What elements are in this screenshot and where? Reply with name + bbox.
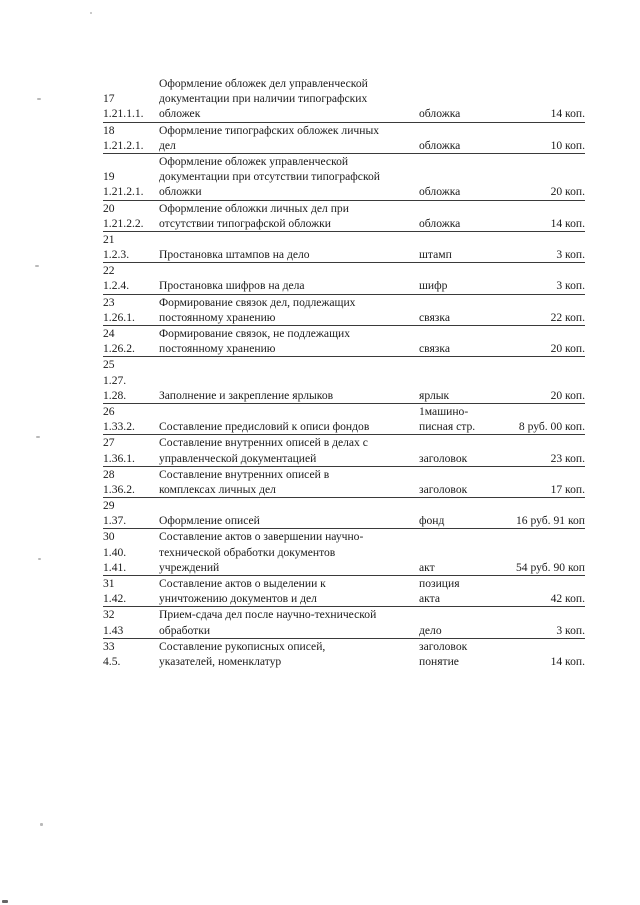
item-name-line: уничтожению документов и дел	[159, 592, 317, 606]
item-price	[491, 607, 585, 638]
item-price-value: 42 коп.	[550, 592, 585, 606]
item-number	[103, 153, 159, 200]
item-price-value: 17 коп.	[550, 482, 585, 496]
item-unit-line: обложка	[419, 138, 461, 152]
item-number	[103, 607, 159, 638]
item-price-value: 8 руб. 00 коп.	[518, 420, 585, 434]
item-name-line: Составление актов о выделении к	[159, 577, 326, 590]
item-price	[491, 498, 585, 529]
item-name-line: технической обработки документов	[159, 545, 336, 559]
item-unit	[419, 607, 491, 638]
item-name-line: обработки	[159, 623, 211, 637]
item-price	[491, 326, 585, 357]
item-unit	[419, 326, 491, 357]
item-unit	[419, 263, 491, 294]
item-number-line: 1.21.2.1.	[103, 185, 144, 199]
item-unit	[419, 76, 491, 122]
item-number-line: 17	[103, 92, 115, 106]
item-price-value: 54 руб. 90 коп	[515, 560, 585, 574]
item-name-line: учреждений	[159, 560, 220, 574]
item-number-line: 1.28.	[103, 388, 127, 402]
item-price	[491, 403, 585, 434]
item-price-value: 10 коп.	[550, 138, 585, 152]
table-row	[103, 607, 585, 638]
item-price	[491, 294, 585, 325]
item-unit	[419, 466, 491, 497]
item-number-line: 30	[103, 530, 115, 544]
item-price	[491, 638, 585, 669]
item-name-line: Оформление обложек управленческой	[159, 154, 349, 168]
item-name-line: Простановка шифров на дела	[159, 279, 305, 293]
item-name	[159, 294, 419, 325]
item-unit-line: фонд	[419, 514, 445, 528]
item-name-line: отсутствии типографской обложки	[159, 216, 331, 230]
item-name	[159, 357, 419, 404]
item-name-line: комплексах личных дел	[159, 482, 276, 496]
item-number	[103, 263, 159, 294]
item-name-line: Оформление типографских обложек личных	[159, 123, 380, 137]
item-price-value: 16 руб. 91 коп	[515, 514, 585, 528]
item-unit-line: писная стр.	[419, 420, 476, 434]
item-number-line: 31	[103, 577, 115, 590]
item-name-line: Формирование связок дел, подлежащих	[159, 295, 356, 309]
item-name	[159, 498, 419, 529]
item-number-line: 20	[103, 201, 115, 215]
item-number	[103, 529, 159, 576]
item-number-line: 28	[103, 467, 115, 481]
item-number-line: 1.26.1.	[103, 310, 135, 324]
item-unit-line: обложка	[419, 216, 461, 230]
item-price-value: 20 коп.	[550, 342, 585, 356]
item-name-line: Прием-сдача дел после научно-технической	[159, 608, 377, 622]
item-number-line: 27	[103, 436, 115, 450]
table-row	[103, 153, 585, 200]
item-unit-line: понятие	[419, 654, 459, 668]
table-row	[103, 263, 585, 294]
item-number-line: 1.21.2.2.	[103, 216, 144, 230]
item-name	[159, 200, 419, 231]
table-row	[103, 357, 585, 404]
scan-speck	[2, 900, 8, 903]
item-name	[159, 231, 419, 262]
item-number	[103, 200, 159, 231]
item-number	[103, 231, 159, 262]
item-number-line: 25	[103, 358, 115, 372]
table-row	[103, 466, 585, 497]
item-price	[491, 435, 585, 466]
item-number-line: 22	[103, 264, 115, 278]
item-name-line: управленческой документацией	[159, 451, 317, 465]
item-price-value: 20 коп.	[550, 388, 585, 402]
item-price-value: 3 коп.	[556, 248, 585, 262]
item-unit	[419, 529, 491, 576]
item-name-line: документации при наличии типографских	[159, 92, 368, 106]
item-price-value: 14 коп.	[550, 107, 585, 121]
scan-speck	[35, 265, 39, 267]
item-number-line: 1.40.	[103, 545, 127, 559]
item-unit-line: заголовок	[419, 482, 468, 496]
item-price	[491, 200, 585, 231]
scan-speck	[90, 12, 92, 14]
item-price	[491, 576, 585, 607]
item-number	[103, 466, 159, 497]
item-name	[159, 529, 419, 576]
item-number-line: 19	[103, 170, 115, 184]
item-number	[103, 576, 159, 607]
item-name	[159, 403, 419, 434]
item-price	[491, 357, 585, 404]
table-row	[103, 498, 585, 529]
item-name-line: Оформление обложек дел управленческой	[159, 77, 368, 90]
item-price	[491, 466, 585, 497]
item-name	[159, 576, 419, 607]
item-unit-line: заголовок	[419, 639, 468, 653]
item-name	[159, 638, 419, 669]
item-price	[491, 122, 585, 153]
item-number	[103, 357, 159, 404]
item-name-line: Оформление описей	[159, 514, 260, 528]
item-unit-line: связка	[419, 310, 450, 324]
item-number	[103, 498, 159, 529]
item-number-line: 1.26.2.	[103, 342, 135, 356]
item-number	[103, 638, 159, 669]
item-unit	[419, 638, 491, 669]
table-row	[103, 638, 585, 669]
item-unit-line: штамп	[419, 248, 452, 262]
item-name	[159, 435, 419, 466]
item-unit-line: обложка	[419, 185, 461, 199]
item-name	[159, 607, 419, 638]
scan-speck	[40, 823, 43, 826]
item-name-line: Составление актов о завершении научно-	[159, 530, 364, 544]
item-name-line: Простановка штампов на дело	[159, 248, 310, 262]
item-name-line: обложки	[159, 185, 202, 199]
item-number	[103, 435, 159, 466]
item-name-line: указателей, номенклатур	[159, 654, 282, 668]
item-name-line: Заполнение и закрепление ярлыков	[159, 388, 334, 402]
item-number-line: 1.21.1.1.	[103, 107, 144, 121]
scan-speck	[38, 558, 41, 560]
table-row	[103, 122, 585, 153]
item-number-line: 1.27.	[103, 373, 127, 387]
item-unit	[419, 498, 491, 529]
table-row	[103, 200, 585, 231]
item-number-line: 1.21.2.1.	[103, 138, 144, 152]
item-name-line: постоянному хранению	[159, 342, 276, 356]
item-price-value: 3 коп.	[556, 623, 585, 637]
item-number-line: 24	[103, 327, 115, 340]
item-unit-line: заголовок	[419, 451, 468, 465]
item-price-value: 23 коп.	[550, 451, 585, 465]
item-number-line: 1.41.	[103, 560, 127, 574]
item-name-line: Составление внутренних описей в делах с	[159, 436, 368, 450]
item-unit	[419, 435, 491, 466]
table-row	[103, 231, 585, 262]
item-name	[159, 466, 419, 497]
item-name-line: Составление рукописных описей,	[159, 639, 326, 653]
item-number	[103, 403, 159, 434]
item-price	[491, 263, 585, 294]
item-unit	[419, 153, 491, 200]
item-number	[103, 122, 159, 153]
scan-speck	[37, 98, 41, 100]
item-unit	[419, 231, 491, 262]
item-number-line: 26	[103, 404, 115, 418]
item-name-line: Формирование связок, не подлежащих	[159, 327, 351, 340]
item-price	[491, 76, 585, 122]
table-row	[103, 294, 585, 325]
item-price	[491, 231, 585, 262]
item-name	[159, 153, 419, 200]
item-number-line: 29	[103, 499, 115, 513]
price-table	[103, 76, 585, 669]
item-number-line: 1.2.4.	[103, 279, 130, 293]
item-unit-line: обложка	[419, 107, 461, 121]
item-number	[103, 294, 159, 325]
table-row	[103, 576, 585, 607]
item-unit	[419, 294, 491, 325]
item-name	[159, 326, 419, 357]
item-unit-line: шифр	[419, 279, 448, 293]
table-row	[103, 529, 585, 576]
item-unit-line: акт	[419, 560, 435, 574]
item-unit-line: дело	[419, 623, 442, 637]
item-name-line: Составление предисловий к описи фондов	[159, 420, 370, 434]
item-price-value: 3 коп.	[556, 279, 585, 293]
item-number-line: 4.5.	[103, 654, 121, 668]
item-unit	[419, 122, 491, 153]
table-row	[103, 76, 585, 122]
item-price-value: 14 коп.	[550, 654, 585, 668]
item-unit	[419, 576, 491, 607]
item-unit-line: 1машино-	[419, 404, 469, 418]
item-name-line: Составление внутренних описей в	[159, 467, 330, 481]
item-price-value: 20 коп.	[550, 185, 585, 199]
item-price	[491, 529, 585, 576]
item-unit-line: акта	[419, 592, 440, 606]
item-name	[159, 76, 419, 122]
item-name-line: дел	[159, 138, 176, 152]
item-number-line: 1.36.1.	[103, 451, 135, 465]
item-number-line: 23	[103, 295, 115, 309]
item-unit-line: ярлык	[419, 388, 450, 402]
item-number	[103, 326, 159, 357]
item-number-line: 1.33.2.	[103, 420, 135, 434]
item-number-line: 32	[103, 608, 115, 622]
item-name	[159, 263, 419, 294]
scan-speck	[36, 436, 40, 438]
item-price-value: 22 коп.	[550, 310, 585, 324]
table-row	[103, 403, 585, 434]
item-number	[103, 76, 159, 122]
item-price-value: 14 коп.	[550, 216, 585, 230]
item-number-line: 1.42.	[103, 592, 127, 606]
item-name-line: постоянному хранению	[159, 310, 276, 324]
item-number-line: 1.37.	[103, 514, 127, 528]
item-price	[491, 153, 585, 200]
item-number-line: 21	[103, 232, 115, 246]
item-number-line: 18	[103, 123, 115, 137]
item-name-line: обложек	[159, 107, 201, 121]
item-name-line: Оформление обложки личных дел при	[159, 201, 349, 215]
table-row	[103, 435, 585, 466]
item-name	[159, 122, 419, 153]
item-unit	[419, 200, 491, 231]
item-unit-line: связка	[419, 342, 450, 356]
item-number-line: 33	[103, 639, 115, 653]
item-name-line: документации при отсутствии типографской	[159, 170, 380, 184]
table-row	[103, 326, 585, 357]
item-number-line: 1.2.3.	[103, 248, 130, 262]
item-unit-line: позиция	[419, 577, 460, 590]
item-unit	[419, 403, 491, 434]
item-unit	[419, 357, 491, 404]
item-number-line: 1.43	[103, 623, 124, 637]
item-number-line: 1.36.2.	[103, 482, 135, 496]
